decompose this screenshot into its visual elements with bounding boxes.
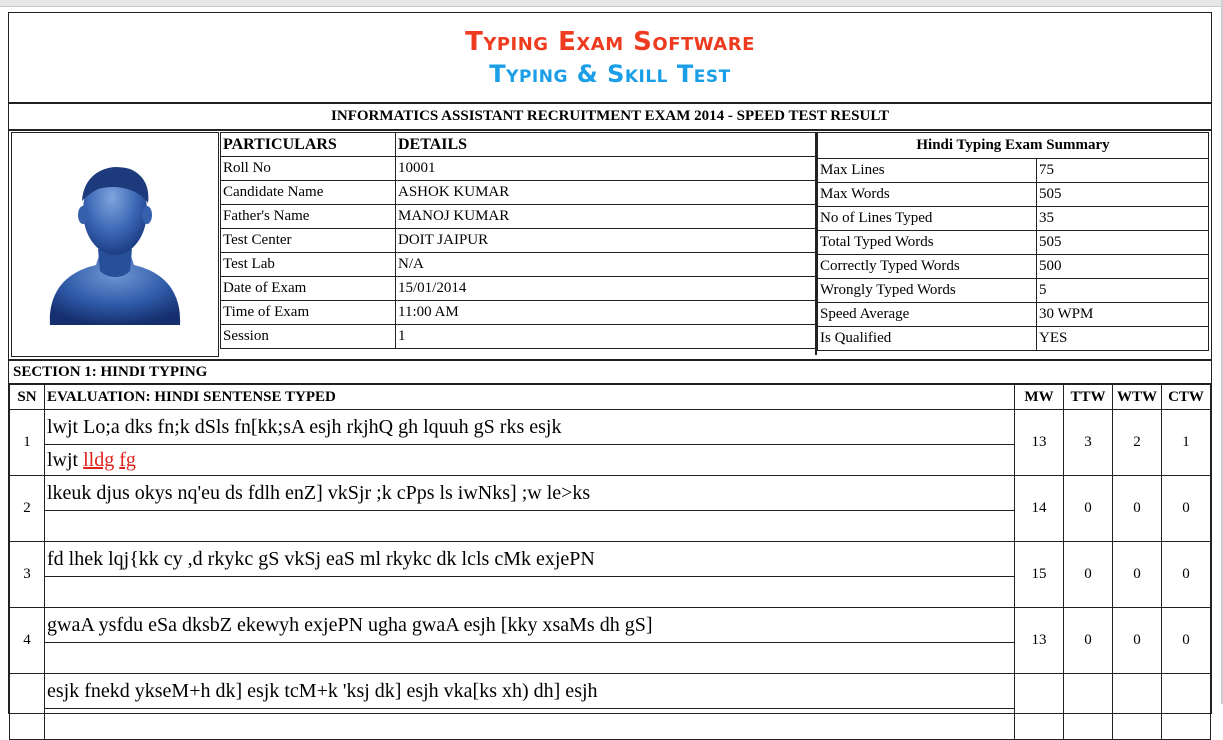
- qualified-label: Is Qualified: [818, 327, 1037, 351]
- max-lines-label: Max Lines: [818, 159, 1037, 183]
- sn-header: SN: [10, 385, 45, 410]
- typed-error-word: lldg: [83, 449, 115, 471]
- wrong-words-label: Wrongly Typed Words: [818, 279, 1037, 303]
- result-sheet: [8, 12, 1212, 714]
- original-sentence: fd lhek lqj{kk cy ,d rkykc gS vkSj eaS ml rkykc dk lcls cMk exjePN: [45, 542, 1014, 577]
- test-center-value: DOIT JAIPUR: [396, 229, 816, 253]
- original-sentence: lwjt Lo;a dks fn;k dSls fn[kk;sA esjh rkjhQ gh lquuh gS rks esjk: [45, 410, 1014, 445]
- row-sn: 1: [10, 410, 45, 476]
- row-mw: 14: [1015, 476, 1064, 542]
- row-mw: [1015, 674, 1064, 740]
- exam-time-label: Time of Exam: [221, 301, 396, 325]
- app-title: Typing Exam Software: [465, 27, 755, 57]
- original-sentence: gwaA ysfdu eSa dksbZ ekewyh exjePN ugha gwaA esjh [kky xsaMs dh gS]: [45, 608, 1014, 643]
- typed-sentence: [45, 511, 1014, 541]
- mw-header: MW: [1015, 385, 1064, 410]
- row-sn: [10, 674, 45, 740]
- speed-label: Speed Average: [818, 303, 1037, 327]
- table-row: [10, 542, 1211, 608]
- original-sentence: esjk fnekd ykseM+h dk] esjk tcM+k 'ksj dk] esjh vka[ks xh) dh] esjh: [45, 674, 1014, 709]
- row-ctw: 0: [1162, 608, 1211, 674]
- candidate-name-value: ASHOK KUMAR: [396, 181, 816, 205]
- qualified-value: YES: [1037, 327, 1209, 351]
- page-header: [9, 13, 1211, 102]
- wtw-header: WTW: [1113, 385, 1162, 410]
- section-hindi-typing: [9, 361, 1211, 740]
- typed-sentence: [45, 643, 1014, 673]
- row-ttw: [1064, 674, 1113, 740]
- roll-no-value: 10001: [396, 157, 816, 181]
- table-row: [10, 410, 1211, 476]
- max-words-value: 505: [1037, 183, 1209, 207]
- typed-prefix: lwjt: [47, 449, 79, 471]
- row-ttw: 3: [1064, 410, 1113, 476]
- table-row: [10, 674, 1211, 740]
- table-row: [10, 476, 1211, 542]
- row-ttw: 0: [1064, 476, 1113, 542]
- row-ctw: 0: [1162, 476, 1211, 542]
- row-text: [45, 608, 1015, 674]
- exam-date-value: 15/01/2014: [396, 277, 816, 301]
- row-mw: 15: [1015, 542, 1064, 608]
- typed-sentence: [45, 445, 1014, 475]
- exam-date-label: Date of Exam: [221, 277, 396, 301]
- test-lab-value: N/A: [396, 253, 816, 277]
- app-subtitle: Typing & Skill Test: [489, 60, 731, 88]
- test-center-label: Test Center: [221, 229, 396, 253]
- details-header: DETAILS: [396, 133, 816, 157]
- user-avatar-icon: [40, 153, 190, 333]
- typed-sentence: [45, 577, 1014, 607]
- result-title: INFORMATICS ASSISTANT RECRUITMENT EXAM 2014 - SPEED TEST RESULT: [9, 102, 1211, 131]
- row-ttw: 0: [1064, 608, 1113, 674]
- row-ctw: [1162, 674, 1211, 740]
- row-mw: 13: [1015, 410, 1064, 476]
- table-row: [10, 608, 1211, 674]
- candidate-info: [9, 130, 1211, 361]
- particulars-table: [220, 132, 816, 349]
- row-ttw: 0: [1064, 542, 1113, 608]
- row-sn: 3: [10, 542, 45, 608]
- particulars-header: PARTICULARS: [221, 133, 396, 157]
- section-title: SECTION 1: HINDI TYPING: [9, 361, 1211, 384]
- row-ctw: 1: [1162, 410, 1211, 476]
- wrong-words-value: 5: [1037, 279, 1209, 303]
- session-label: Session: [221, 325, 396, 349]
- row-text: [45, 542, 1015, 608]
- window-top-edge: [0, 0, 1223, 7]
- max-lines-value: 75: [1037, 159, 1209, 183]
- speed-value: 30 WPM: [1037, 303, 1209, 327]
- session-value: 1: [396, 325, 816, 349]
- lines-typed-value: 35: [1037, 207, 1209, 231]
- father-name-value: MANOJ KUMAR: [396, 205, 816, 229]
- ctw-header: CTW: [1162, 385, 1211, 410]
- row-sn: 2: [10, 476, 45, 542]
- candidate-name-label: Candidate Name: [221, 181, 396, 205]
- row-sn: 4: [10, 608, 45, 674]
- original-sentence: lkeuk djus okys nq'eu ds fdlh enZ] vkSjr ;k cPps ls iwNks] ;w le>ks: [45, 476, 1014, 511]
- test-lab-label: Test Lab: [221, 253, 396, 277]
- evaluation-header: EVALUATION: HINDI SENTENSE TYPED: [45, 385, 1015, 410]
- row-text: [45, 674, 1015, 740]
- max-words-label: Max Words: [818, 183, 1037, 207]
- ttw-header: TTW: [1064, 385, 1113, 410]
- row-wtw: 0: [1113, 542, 1162, 608]
- total-words-value: 505: [1037, 231, 1209, 255]
- correct-words-value: 500: [1037, 255, 1209, 279]
- row-text: [45, 410, 1015, 476]
- roll-no-label: Roll No: [221, 157, 396, 181]
- exam-time-value: 11:00 AM: [396, 301, 816, 325]
- row-text: [45, 476, 1015, 542]
- evaluation-table: [9, 384, 1211, 740]
- summary-table: [817, 132, 1209, 351]
- typed-error-word: fg: [119, 449, 136, 471]
- total-words-label: Total Typed Words: [818, 231, 1037, 255]
- candidate-photo: [11, 132, 219, 357]
- row-wtw: 2: [1113, 410, 1162, 476]
- row-wtw: 0: [1113, 476, 1162, 542]
- row-wtw: [1113, 674, 1162, 740]
- row-ctw: 0: [1162, 542, 1211, 608]
- row-mw: 13: [1015, 608, 1064, 674]
- typed-sentence: [45, 709, 1014, 739]
- row-wtw: 0: [1113, 608, 1162, 674]
- lines-typed-label: No of Lines Typed: [818, 207, 1037, 231]
- correct-words-label: Correctly Typed Words: [818, 255, 1037, 279]
- summary-title: Hindi Typing Exam Summary: [818, 133, 1209, 159]
- father-name-label: Father's Name: [221, 205, 396, 229]
